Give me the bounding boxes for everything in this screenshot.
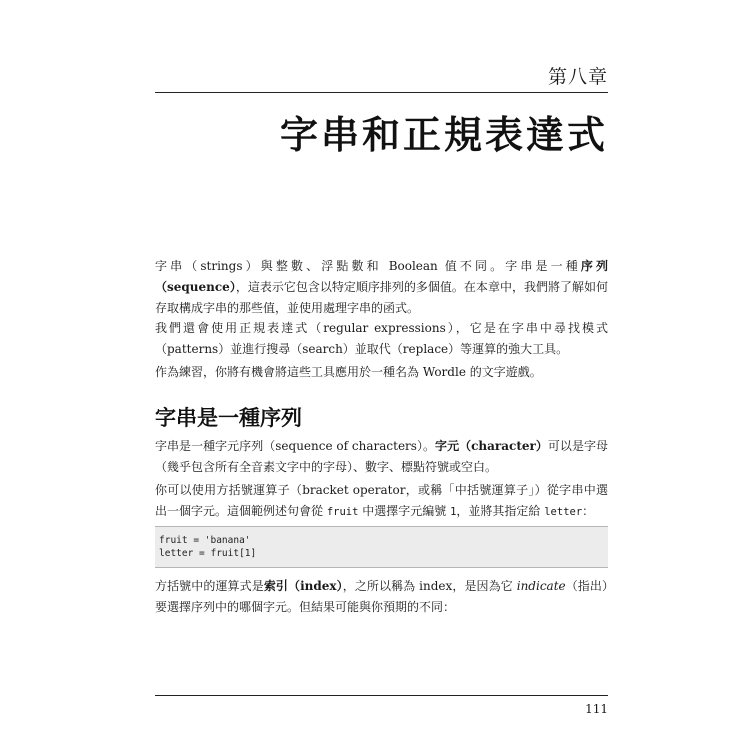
chapter-label: 第八章 [547,66,608,88]
term-character: 字元（character） [435,439,548,453]
inline-code-fruit: fruit [326,506,359,518]
text-span: （指出）要選擇序列中的哪個字元。但結果可能與你預期的不同： [155,579,608,614]
text-span: ，這表示它包含以特定順序排列的多個值。在本章中，我們將了解如何存取構成字串的那些值，並使用處理字串的函式。 [155,280,608,315]
inline-code-letter: letter [544,506,583,518]
text-span: 字串是一種字元序列（sequence of characters）。 [155,439,436,453]
section-paragraph-2 [155,480,608,523]
term-index: 索引（index） [263,579,343,593]
text-span: 方括號中的運算式是 [155,579,264,593]
intro-paragraph-1 [155,256,608,319]
footer-rule [155,695,608,696]
text-span: ，之所以稱為 index，是因為它 [342,579,517,593]
text-span: 可以是字母（幾乎包含所有全音素文字中的字母）、數字、標點符號或空白。 [155,439,608,474]
text-span: ： [582,504,595,518]
text-span: 你可以使用方括號運算子（bracket operator，或稱「中括號運算子」）從字串中選出一個字元。這個範例述句會從 [155,483,608,518]
text-span: 中選擇字元編號 [358,504,451,518]
code-line: fruit = 'banana' [159,535,251,546]
emphasis-indicate: indicate [516,579,566,593]
text-span: ，並將其指定給 [456,504,545,518]
term-sequence: 序列（sequence） [155,259,608,294]
chapter-top-rule [155,92,608,93]
section-paragraph-1 [155,436,608,478]
page-number: 111 [585,702,608,716]
section-paragraph-3 [155,576,608,618]
intro-paragraph-3: 作為練習，你將有機會將這些工具應用於一種名為 Wordle 的文字遊戲。 [155,365,542,379]
text-span: 字串（strings）與整數、浮點數和 Boolean 值不同。字串是一種 [155,259,581,273]
chapter-title: 字串和正規表達式 [279,113,608,157]
section-heading: 字串是一種序列 [155,406,302,430]
inline-code-index: 1 [450,506,457,518]
code-block [155,526,608,568]
intro-paragraph-2: 我們還會使用正規表達式（regular expressions），它是在字串中尋找模式（patterns）並進行搜尋（search）並取代（replace）等運算的強大工具。 [155,321,608,356]
code-line: letter = fruit[1] [159,548,257,559]
